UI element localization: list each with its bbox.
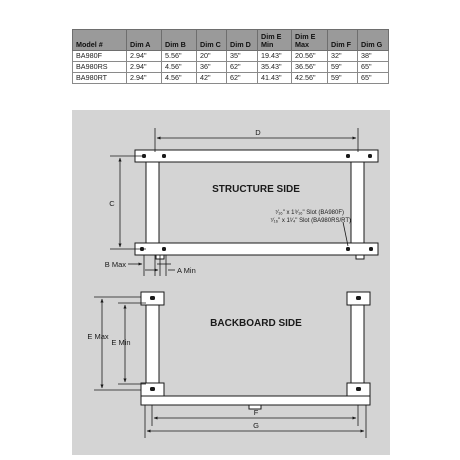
table-cell: 65" (358, 62, 389, 73)
structure-right-post (351, 162, 364, 243)
structure-boss-right (356, 255, 364, 259)
table-cell: 2.94" (127, 62, 162, 73)
table-cell: 20" (197, 51, 227, 62)
table-cell: 59" (328, 73, 358, 84)
slot-bb-br (356, 387, 361, 391)
table-cell: 38" (358, 51, 389, 62)
table-cell: 5.56" (162, 51, 197, 62)
slot-note-1: ⁷⁄₁₆" x 1⁹⁄₁₆" Slot (BA980F) (275, 210, 344, 216)
dim-a-label: A Min (177, 266, 196, 275)
table-cell: BA980RT (73, 73, 127, 84)
slot-note-2: ⁷⁄₁₆" x 1¹⁄₄" Slot (BA980RS/RT) (270, 218, 351, 224)
table-cell: 36.56" (292, 62, 328, 73)
slot-top-right (368, 154, 372, 158)
table-row (73, 73, 389, 84)
header-dim-f: Dim F (328, 30, 358, 51)
table-row (73, 51, 389, 62)
table-header-row (73, 30, 389, 51)
dim-c-label: C (109, 199, 115, 208)
table-cell: 2.94" (127, 51, 162, 62)
table-cell: 59" (328, 62, 358, 73)
table-cell: 4.56" (162, 73, 197, 84)
backboard-side-title: BACKBOARD SIDE (210, 318, 302, 329)
table-cell: 2.94" (127, 73, 162, 84)
slot-bb-tl (150, 296, 155, 300)
table-cell: 65" (358, 73, 389, 84)
slot-bb-tr (356, 296, 361, 300)
slot-bottom-right (369, 247, 373, 251)
slot-bb-bl (150, 387, 155, 391)
table-cell: BA980F (73, 51, 127, 62)
table-cell: 35.43" (258, 62, 292, 73)
slot-bottom-mid-left (162, 247, 166, 251)
slot-top-mid-left (162, 154, 166, 158)
table-row (73, 62, 389, 73)
structure-left-post (146, 162, 159, 243)
backboard-left-post (146, 305, 159, 383)
dim-g-label: G (253, 421, 259, 430)
header-model: Model # (73, 30, 127, 51)
spec-table (72, 29, 389, 84)
table-cell: 19.43" (258, 51, 292, 62)
header-dim-c: Dim C (197, 30, 227, 51)
header-dim-b: Dim B (162, 30, 197, 51)
structure-side-title: STRUCTURE SIDE (212, 184, 300, 195)
dim-f-label: F (253, 408, 259, 417)
table-cell: 4.56" (162, 62, 197, 73)
dim-e-min-label: E Min (111, 338, 131, 347)
table-cell: 35" (227, 51, 258, 62)
table-cell: 32" (328, 51, 358, 62)
table-cell: 42.56" (292, 73, 328, 84)
header-dim-a: Dim A (127, 30, 162, 51)
backboard-bottom-rail (141, 396, 370, 405)
slot-top-mid-right (346, 154, 350, 158)
structure-top-rail (135, 150, 378, 162)
table-cell: BA980RS (73, 62, 127, 73)
header-dim-e-max: Dim E Max (292, 30, 328, 51)
header-dim-e-min: Dim E Min (258, 30, 292, 51)
header-dim-d: Dim D (227, 30, 258, 51)
structure-bottom-rail (135, 243, 378, 255)
dim-d-label: D (255, 128, 261, 137)
table-cell: 20.56" (292, 51, 328, 62)
table-cell: 62" (227, 62, 258, 73)
header-dim-g: Dim G (358, 30, 389, 51)
table-cell: 42" (197, 73, 227, 84)
dim-e-max-label: E Max (87, 332, 109, 341)
dimension-drawing (72, 110, 390, 455)
backboard-right-post (351, 305, 364, 383)
slot-bottom-mid-right (346, 247, 350, 251)
table-cell: 41.43" (258, 73, 292, 84)
table-cell: 62" (227, 73, 258, 84)
table-cell: 36" (197, 62, 227, 73)
dim-b-label: B Max (104, 260, 126, 269)
